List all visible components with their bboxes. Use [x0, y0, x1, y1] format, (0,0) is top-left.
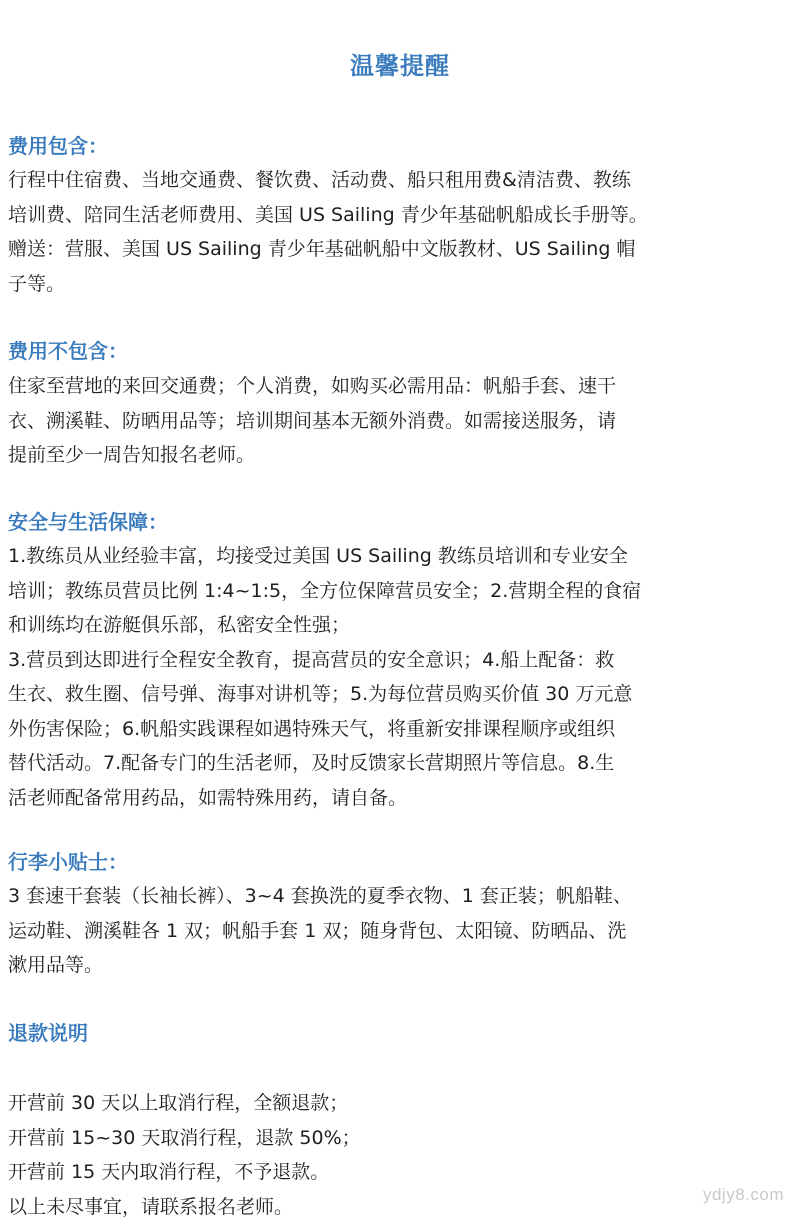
included-line: 行程中住宿费、当地交通费、餐饮费、活动费、船只租用费&清洁费、教练 [8, 163, 794, 198]
safety-line: 外伤害保险；6.帆船实践课程如遇特殊天气，将重新安排课程顺序或组织 [8, 712, 794, 747]
safety-line: 培训；教练员营员比例 1:4~1:5，全方位保障营员安全；2.营期全程的食宿 [8, 574, 794, 609]
refund-heading: 退款说明 [8, 1016, 88, 1050]
included-text [8, 163, 794, 301]
safety-heading: 安全与生活保障： [8, 505, 168, 539]
luggage-line: 3 套速干套装（长袖长裤）、3~4 套换洗的夏季衣物、1 套正装；帆船鞋、 [8, 879, 794, 914]
luggage-text [8, 879, 794, 983]
refund-line: 开营前 15 天内取消行程，不予退款。 [8, 1155, 794, 1190]
site-watermark: ydjy8.com [703, 1185, 784, 1205]
excluded-line: 衣、溯溪鞋、防晒用品等；培训期间基本无额外消费。如需接送服务，请 [8, 404, 794, 439]
excluded-line: 提前至少一周告知报名老师。 [8, 438, 794, 473]
included-line: 培训费、陪同生活老师费用、美国 US Sailing 青少年基础帆船成长手册等。 [8, 198, 794, 233]
included-heading: 费用包含： [8, 129, 108, 163]
luggage-heading: 行李小贴士： [8, 845, 128, 879]
safety-line: 替代活动。7.配备专门的生活老师，及时反馈家长营期照片等信息。8.生 [8, 746, 794, 781]
refund-line: 开营前 15~30 天取消行程，退款 50%； [8, 1121, 794, 1156]
included-line: 赠送：营服、美国 US Sailing 青少年基础帆船中文版教材、US Sailing 帽 [8, 232, 794, 267]
refund-text [8, 1086, 794, 1224]
safety-line: 活老师配备常用药品，如需特殊用药，请自备。 [8, 781, 794, 816]
luggage-line: 漱用品等。 [8, 948, 794, 983]
safety-text [8, 539, 794, 815]
safety-line: 1.教练员从业经验丰富，均接受过美国 US Sailing 教练员培训和专业安全 [8, 539, 794, 574]
included-line: 子等。 [8, 267, 794, 302]
safety-line: 3.营员到达即进行全程安全教育，提高营员的安全意识；4.船上配备：救 [8, 643, 794, 678]
page-title: 温馨提醒 [0, 46, 800, 81]
refund-line: 开营前 30 天以上取消行程，全额退款； [8, 1086, 794, 1121]
safety-line: 生衣、救生圈、信号弹、海事对讲机等；5.为每位营员购买价值 30 万元意 [8, 677, 794, 712]
excluded-text [8, 369, 794, 473]
excluded-heading: 费用不包含： [8, 334, 128, 368]
refund-line: 以上未尽事宜，请联系报名老师。 [8, 1190, 794, 1224]
safety-line: 和训练均在游艇俱乐部，私密安全性强； [8, 608, 794, 643]
luggage-line: 运动鞋、溯溪鞋各 1 双；帆船手套 1 双；随身背包、太阳镜、防晒品、洗 [8, 914, 794, 949]
excluded-line: 住家至营地的来回交通费；个人消费，如购买必需用品：帆船手套、速干 [8, 369, 794, 404]
